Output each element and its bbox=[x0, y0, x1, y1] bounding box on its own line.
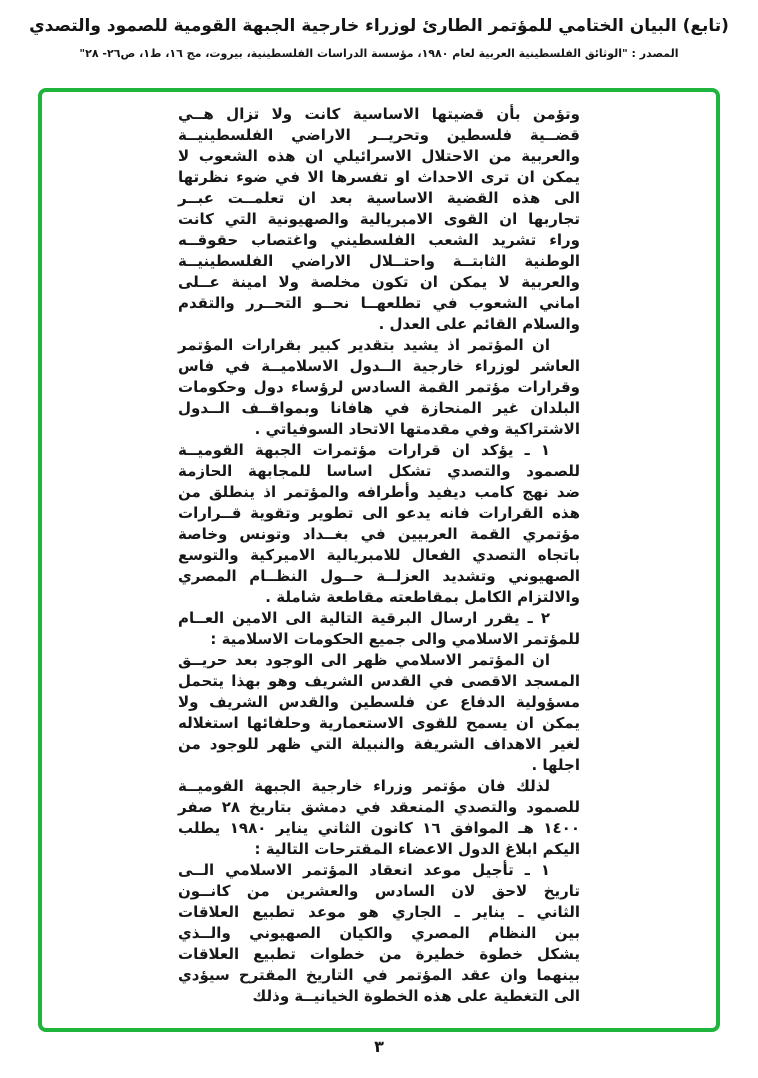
body-line: والالتزام الكامل بمقاطعته مقاطعة شاملة . bbox=[265, 588, 580, 606]
body-paragraph bbox=[178, 104, 580, 335]
body-paragraph bbox=[178, 860, 580, 1007]
body-line: ان المؤتمر اذ يشيد بتقدير كبير بقرارات المؤتمر bbox=[178, 336, 550, 354]
body-line: يشكل خطوة خطيرة من خطوات تطبيع العلاقات bbox=[178, 945, 580, 963]
body-line: اليكم ابلاغ الدول الاعضاء المقترحات التالية : bbox=[254, 840, 580, 858]
body-line: يمكن ان يسمح للقوى الاستعمارية وحلفائها استغلاله bbox=[178, 714, 580, 732]
body-line: وقرارات مؤتمر القمة السادس لرؤساء دول وحكومات bbox=[178, 378, 580, 396]
document-frame bbox=[38, 88, 720, 1032]
body-line: الصهيوني وتشديد العزلــة حــول النظــام المصري bbox=[178, 567, 580, 585]
body-line: المسجد الاقصى في القدس الشريف وهو بهذا يتحمل bbox=[178, 672, 580, 690]
body-line: الاشتراكية وفي مقدمتها الاتحاد السوفياتي . bbox=[254, 420, 580, 438]
body-line: الى هذه القضية الاساسية بعد ان تعلمــت عبــر bbox=[178, 189, 580, 207]
body-line: باتجاه التصدي الفعال للامبريالية الاميركية والتوسع bbox=[178, 546, 580, 564]
page-number: ٣ bbox=[374, 1037, 384, 1056]
body-line: وراء تشريد الشعب الفلسطيني واغتصاب حقوقــه bbox=[178, 231, 580, 249]
body-line: مسؤولية الدفاع عن فلسطين والقدس الشريف ولا bbox=[178, 693, 580, 711]
body-line: للصمود والتصدي المنعقد في دمشق بتاريخ ٢٨ صفر bbox=[178, 798, 580, 816]
body-line: والعربية من الاحتلال الاسرائيلي ان هذه الشعوب لا bbox=[178, 147, 580, 165]
document-body bbox=[178, 92, 580, 1007]
body-line: ١ ـ يؤكد ان قرارات مؤتمرات الجبهة القوميــة bbox=[178, 441, 550, 459]
body-line: وتؤمن بأن قضيتها الاساسية كانت ولا تزال هــي bbox=[178, 105, 580, 123]
body-line: بين النظام المصري والكيان الصهيوني والــذي bbox=[178, 924, 580, 942]
source-line: المصدر : "الوثائق الفلسطينية العربية لعام ١٩٨٠، مؤسسة الدراسات الفلسطينية، بيروت، مج ١٦، ط١، ص٢٦- ٢٨" bbox=[79, 47, 679, 60]
body-line: للصمود والتصدي تشكل اساسا للمجابهة الحازمة bbox=[178, 462, 580, 480]
body-line: بينهما وان عقد المؤتمر في التاريخ المقترح سيؤدي bbox=[178, 966, 580, 984]
body-line: العاشر لوزراء خارجية الــدول الاسلاميــة في فاس bbox=[178, 357, 580, 375]
body-line: ١٤٠٠ هـ الموافق ١٦ كانون الثاني يناير ١٩٨٠ يطلب bbox=[178, 819, 580, 837]
body-line: والسلام القائم على العدل . bbox=[378, 315, 580, 333]
body-paragraph bbox=[178, 776, 580, 860]
body-line: الوطنية الثابتــة واحتــلال الاراضي الفلسطينيــة bbox=[178, 252, 580, 270]
body-line: هذه القرارات فانه يدعو الى تطوير وتقوية قــرارات bbox=[178, 504, 580, 522]
body-line: والعربية لا يمكن ان تكون مخلصة ولا امينة عــلى bbox=[178, 273, 580, 291]
body-line: للمؤتمر الاسلامي والى جميع الحكومات الاسلامية : bbox=[210, 630, 580, 648]
body-line: تاريخ لاحق لان السادس والعشرين من كانــون bbox=[178, 882, 580, 900]
body-line: ان المؤتمر الاسلامي ظهر الى الوجود بعد حريــق bbox=[178, 651, 550, 669]
body-line: ضد نهج كامب ديفيد وأطرافه والمؤتمر اذ ينطلق من bbox=[178, 483, 580, 501]
document-header bbox=[0, 14, 758, 61]
body-line: ٢ ـ يقرر ارسال البرقية التالية الى الامين العــام bbox=[178, 609, 550, 627]
body-paragraph bbox=[178, 440, 580, 608]
body-line: البلدان غير المنحازة في هافانا وبمواقــف الــدول bbox=[178, 399, 580, 417]
body-line: مؤتمري القمة العربيين في بغــداد وتونس وخاصة bbox=[178, 525, 580, 543]
body-paragraph bbox=[178, 650, 580, 776]
body-line: لذلك فان مؤتمر وزراء خارجية الجبهة القوميــة bbox=[178, 777, 550, 795]
body-line: الثاني ـ يناير ـ الجاري هو موعد تطبيع العلاقات bbox=[178, 903, 580, 921]
body-line: يمكن ان ترى الاحداث او تفسرها الا في ضوء نظرتها bbox=[178, 168, 580, 186]
body-line: اجلها . bbox=[531, 756, 580, 774]
body-paragraph bbox=[178, 608, 580, 650]
document-title: (تابع) البيان الختامي للمؤتمر الطارئ لوزراء خارجية الجبهة القومية للصمود والتصدي bbox=[29, 16, 729, 36]
body-line: ١ ـ تأجيل موعد انعقاد المؤتمر الاسلامي الــى bbox=[178, 861, 550, 879]
body-line: لغير الاهداف الشريفة والنبيلة التي ظهر للوجود من bbox=[178, 735, 580, 753]
body-line: قضــية فلسطين وتحريــر الاراضي الفلسطينيــة bbox=[178, 126, 580, 144]
body-line: اماني الشعوب في تطلعهــا نحــو التحــرر والتقدم bbox=[178, 294, 580, 312]
body-line: الى التغطية على هذه الخطوة الخيانيــة وذلك bbox=[252, 987, 580, 1005]
body-line: تجاربها ان القوى الامبريالية والصهيونية التي كانت bbox=[178, 210, 580, 228]
body-paragraph bbox=[178, 335, 580, 440]
